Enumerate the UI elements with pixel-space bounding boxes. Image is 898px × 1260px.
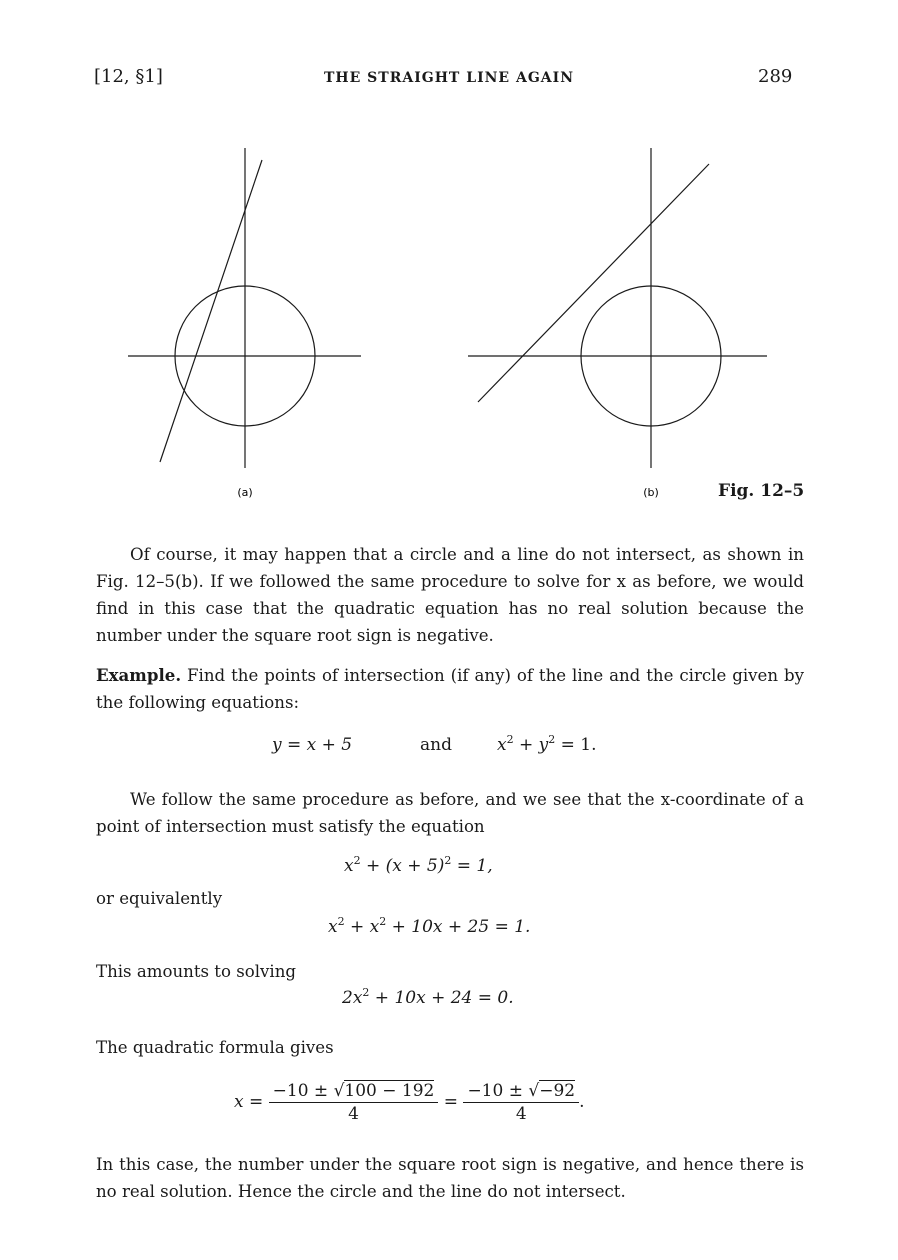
equation-quadratic-formula: x = $\frac{-10 \pm √100 - 192}{4}$ = $\frac{-10 \pm √-92}{4}$ .: [234, 1081, 585, 1124]
equation-circle: $x^2 + y^2 = 1$.: [497, 733, 597, 755]
equation-and: and: [420, 735, 452, 755]
example-paragraph: [96, 662, 804, 716]
figure-b-label: (b): [643, 486, 659, 499]
page-number: 289: [758, 66, 793, 87]
figure-caption: Fig. 12–5: [718, 481, 805, 501]
figure-a: [128, 148, 361, 468]
paragraph-formula: The quadratic formula gives: [96, 1038, 334, 1057]
equation-quadratic: $2x^2 + 10x + 24 = 0$.: [342, 986, 514, 1008]
paragraph-solving: This amounts to solving: [96, 962, 297, 981]
paragraph-conclusion: In this case, the number under the square root sign is negative, and hence there is no real solution. Hence the circle and the line do not intersect.: [96, 1155, 804, 1201]
running-title: THE STRAIGHT LINE AGAIN: [323, 70, 574, 86]
example-label: Example.: [96, 665, 182, 685]
paragraph-intro: Of course, it may happen that a circle and a line do not intersect, as shown in Fig. 12–5(b). If we followed the same procedure to solve for x as before, we would find in this case that the quadratic equation has no real solution because the number under the square root sign is negative.: [96, 545, 804, 645]
equation-line: y = x + 5: [272, 735, 353, 755]
section-reference: [12, §1]: [94, 66, 163, 87]
example-body: Find the points of intersection (if any) of the line and the circle given by the following equations:: [96, 666, 804, 712]
paragraph-equivalently: or equivalently: [96, 889, 223, 908]
paragraph-procedure: We follow the same procedure as before, and we see that the x-coordinate of a point of intersection must satisfy the equation: [96, 790, 804, 836]
fraction-1: $\frac{-10 \pm √100 - 192}{4}$: [269, 1080, 439, 1125]
fraction-2: $\frac{-10 \pm √-92}{4}$: [463, 1080, 579, 1125]
figure-b: [468, 148, 767, 468]
equation-substitution: $x^2 + (x + 5)^2 = 1$,: [344, 854, 493, 876]
figure-12-5: [0, 0, 898, 520]
figure-b-line: [478, 164, 709, 402]
equation-expanded: $x^2 + x^2 + 10x + 25 = 1$.: [328, 915, 531, 937]
figure-a-label: (a): [237, 486, 253, 499]
